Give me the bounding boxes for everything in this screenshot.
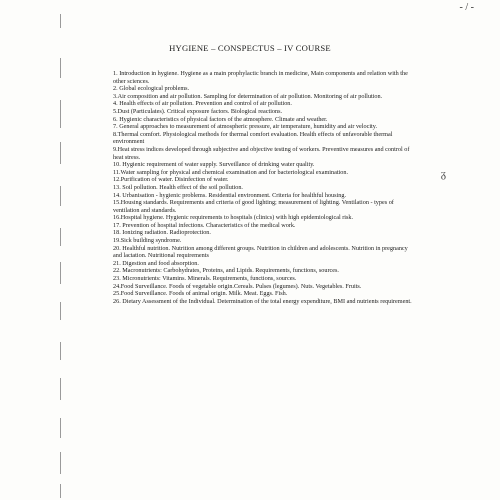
topic-item: 6. Hygienic characteristics of physical factors of the atmosphere. Climate and weather. xyxy=(113,115,328,123)
topic-item: 21. Digestion and food absorption. xyxy=(113,259,199,267)
topic-item: 25.Food Surveillance. Foods of animal origin. Milk. Meat. Eggs. Fish. xyxy=(113,290,288,298)
topic-item: 26. Dietary Assessment of the Individual. Determination of the total energy expenditure, BMI and nutrients requirement. xyxy=(113,297,412,305)
topic-item: 10. Hygienic requirement of water supply. Surveillance of drinking water quality. xyxy=(113,161,315,169)
topic-item: 17. Prevention of hospital infections. Characteristics of the medical work. xyxy=(113,221,296,229)
topic-item: 18. Ionizing radiation. Radioprotection. xyxy=(113,229,211,237)
topic-item: 1. Introduction in hygiene. Hygiene as a main prophylactic branch in medicine, Main components and relation with the other sciences. xyxy=(113,70,408,85)
topic-item: 23. Micronutrients: Vitamins. Minerals. Requirements, functions, sources. xyxy=(113,275,297,283)
topic-item: 19.Sick building syndrome. xyxy=(113,237,182,245)
topic-item: 13. Soil pollution. Health effect of the soil pollution. xyxy=(113,183,243,191)
topic-list xyxy=(113,70,413,305)
topic-item: 2. Global ecological problems. xyxy=(113,85,190,93)
topic-item: 3.Air composition and air pollution. Sampling for determination of air pollution. Monitoring of air pollution. xyxy=(113,92,383,100)
topic-item: 16.Hospital hygiene. Hygienic requirements to hospitals (clinics) with high epidemiological risk. xyxy=(113,214,354,222)
page-number-mark: - / - xyxy=(459,2,474,13)
topic-item: 12.Purification of water. Disinfection of water. xyxy=(113,176,229,184)
topic-item: 24.Food Surveillance. Foods of vegetable origin.Cereals. Pulses (legumes). Nuts. Vegetables. Fruits. xyxy=(113,282,362,290)
margin-scribble: ᵹ xyxy=(440,168,446,180)
topic-item: 9.Heat stress indices developed through subjective and objective testing of workers. Preventive measures and control of heat stress. xyxy=(113,145,410,161)
topic-item: 8.Thermal comfort. Physiological methods for thermal comfort evaluation. Health effects of unfavorable thermal environment xyxy=(113,130,393,146)
topic-item: 11.Water sampling for physical and chemical examination and for bacteriological examination. xyxy=(113,168,348,176)
topic-item: 22. Macronutrients: Carbohydrates, Proteins, and Lipids. Requirements, functions, sources. xyxy=(113,267,339,275)
topic-item: 7. General approaches to measurement of atmospheric pressure, air temperature, humidity and air velocity. xyxy=(113,123,378,131)
topic-item: 4. Health effects of air pollution. Prevention and control of air pollution. xyxy=(113,100,292,108)
topic-item: 14. Urbanisation - hygienic problems. Residential environment. Criteria for healthful housing. xyxy=(113,191,347,199)
topic-item: 20. Healthful nutrition. Nutrition among different groups. Nutrition in children and adolescents. Nutrition in pregnancy and lactation. Nutritional requirements xyxy=(113,244,408,260)
binder-hole-marks xyxy=(60,0,66,500)
topic-item: 15.Housing standards. Requirements and criteria of good lighting; measurement of lighting. Ventilation - types of ventilation and standards. xyxy=(113,199,394,214)
topic-item: 5.Dust (Particulates). Critical exposure factors. Biological reactions. xyxy=(113,107,283,115)
document-title: HYGIENE – CONSPECTUS – IV COURSE xyxy=(169,43,331,53)
